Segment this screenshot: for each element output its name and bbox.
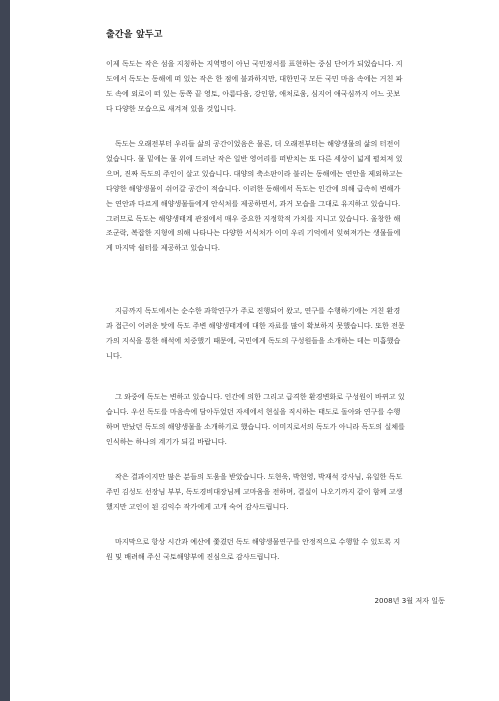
text-line: 작은 결과이지만 많은 분들의 도움을 받았습니다. 도현욱, 박현영, 박재석 강사님, 유일한 독도 (115, 472, 403, 481)
paragraph-4 (106, 390, 464, 450)
text-line: 조군락, 복잡한 지형에 의해 나타나는 다양한 서식처가 이미 우리 기억에서 잊혀져가는 생물들에 (106, 228, 401, 238)
text-line: 니다. (106, 350, 122, 360)
text-line: 그러므로 독도는 해양생태계 관점에서 매우 중요한 지정학적 가치를 지니고 있습니다. 울창한 해 (106, 213, 401, 223)
text-line: 다양한 해양생물이 쉬어갈 공간이 적습니다. 이러한 동해에서 독도는 인간에 의해 급속히 변해가 (106, 183, 401, 193)
text-line: 과 접근이 어려운 탓에 독도 주변 해양생태계에 대한 자료를 많이 확보하지 못했습니다. 또한 전문 (106, 320, 405, 330)
paragraph-5 (106, 470, 464, 515)
document-page (10, 0, 499, 701)
text-line: 으며, 진짜 독도의 주인이 살고 있습니다. 대양의 축소판이라 불리는 동해에는 연안을 제외하고는 (106, 168, 403, 178)
text-line: 가의 지식을 통한 해석에 치중했기 때문에, 국민에게 독도의 구성원들을 소개하는 데는 미흡했습 (106, 335, 401, 345)
text-line: 이제 독도는 작은 섬을 지칭하는 지역명이 아닌 국민정서를 표현하는 중심 단어가 되었습니다. 지 (106, 59, 403, 68)
author-signature: 2008년 3월 저자 일동 (374, 596, 445, 605)
left-edge-bar (0, 0, 10, 701)
text-line: 했지만 고인이 된 김익수 작가에게 고개 숙여 감사드립니다. (106, 501, 289, 511)
paragraph-1 (106, 57, 464, 117)
text-line: 도 속에 외로이 떠 있는 동쪽 끝 영토, 아름다움, 강인함, 애처로움, 심지어 애국심까지 어느 곳보 (106, 88, 401, 98)
text-line: 는 연안과 다르게 해양생물들에게 안식처를 제공하면서, 과거 모습을 그대로 유지하고 있습니다. (106, 198, 401, 208)
text-line: 주민 김성도 선장님 부부, 독도경비대장님께 고마움을 전하며, 결실이 나오기까지 같이 함께 고생 (106, 486, 403, 496)
page-title: 출간을 앞두고 (106, 30, 163, 40)
text-line: 다 다양한 모습으로 새겨져 있을 것입니다. (106, 103, 237, 113)
text-line: 습니다. 우선 독도를 마음속에 담아두었던 자세에서 현실을 직시하는 태도로 돌아와 연구를 수행 (106, 406, 401, 416)
paragraph-6 (106, 535, 464, 565)
text-line: 하며 만났던 독도의 해양생물을 소개하기로 했습니다. 이미지로서의 독도가 아니라 독도의 실체를 (106, 421, 405, 431)
text-line: 었습니다. 물 밑에는 물 위에 드러난 작은 일반 영어리를 떠받치는 또 다른 세상이 넓게 펼쳐져 있 (106, 153, 403, 163)
text-line: 지금까지 독도에서는 순수한 과학연구가 주로 진행되어 왔고, 연구를 수행하기에는 거친 환경 (115, 306, 401, 315)
text-line: 도에서 독도는 동해에 떠 있는 작은 한 점에 불과하지만, 대한민국 모든 국민 마음 속에는 거친 파 (106, 73, 403, 83)
text-line: 인식하는 하나의 계기가 되길 바랍니다. (106, 436, 227, 446)
text-line: 마지막으로 항상 시간과 예산에 쫓겼던 독도 해양생물연구를 안정적으로 수행할 수 있도록 지 (115, 537, 401, 546)
text-line: 원 및 배려해 주신 국토해양부에 진심으로 감사드립니다. (106, 551, 280, 561)
paragraph-2 (106, 137, 464, 256)
text-line: 그 와중에 독도는 변하고 있습니다. 인간에 의한 그리고 급격한 환경변화로 구성원이 바뀌고 있 (115, 392, 405, 401)
paragraph-3 (106, 304, 464, 364)
text-line: 독도는 오래전부터 우리들 삶의 공간이었음은 물론, 더 오래전부터는 해양생물의 삶의 터전이 (115, 139, 401, 148)
text-line: 게 마지막 쉴터를 제공하고 있습니다. (106, 243, 221, 253)
